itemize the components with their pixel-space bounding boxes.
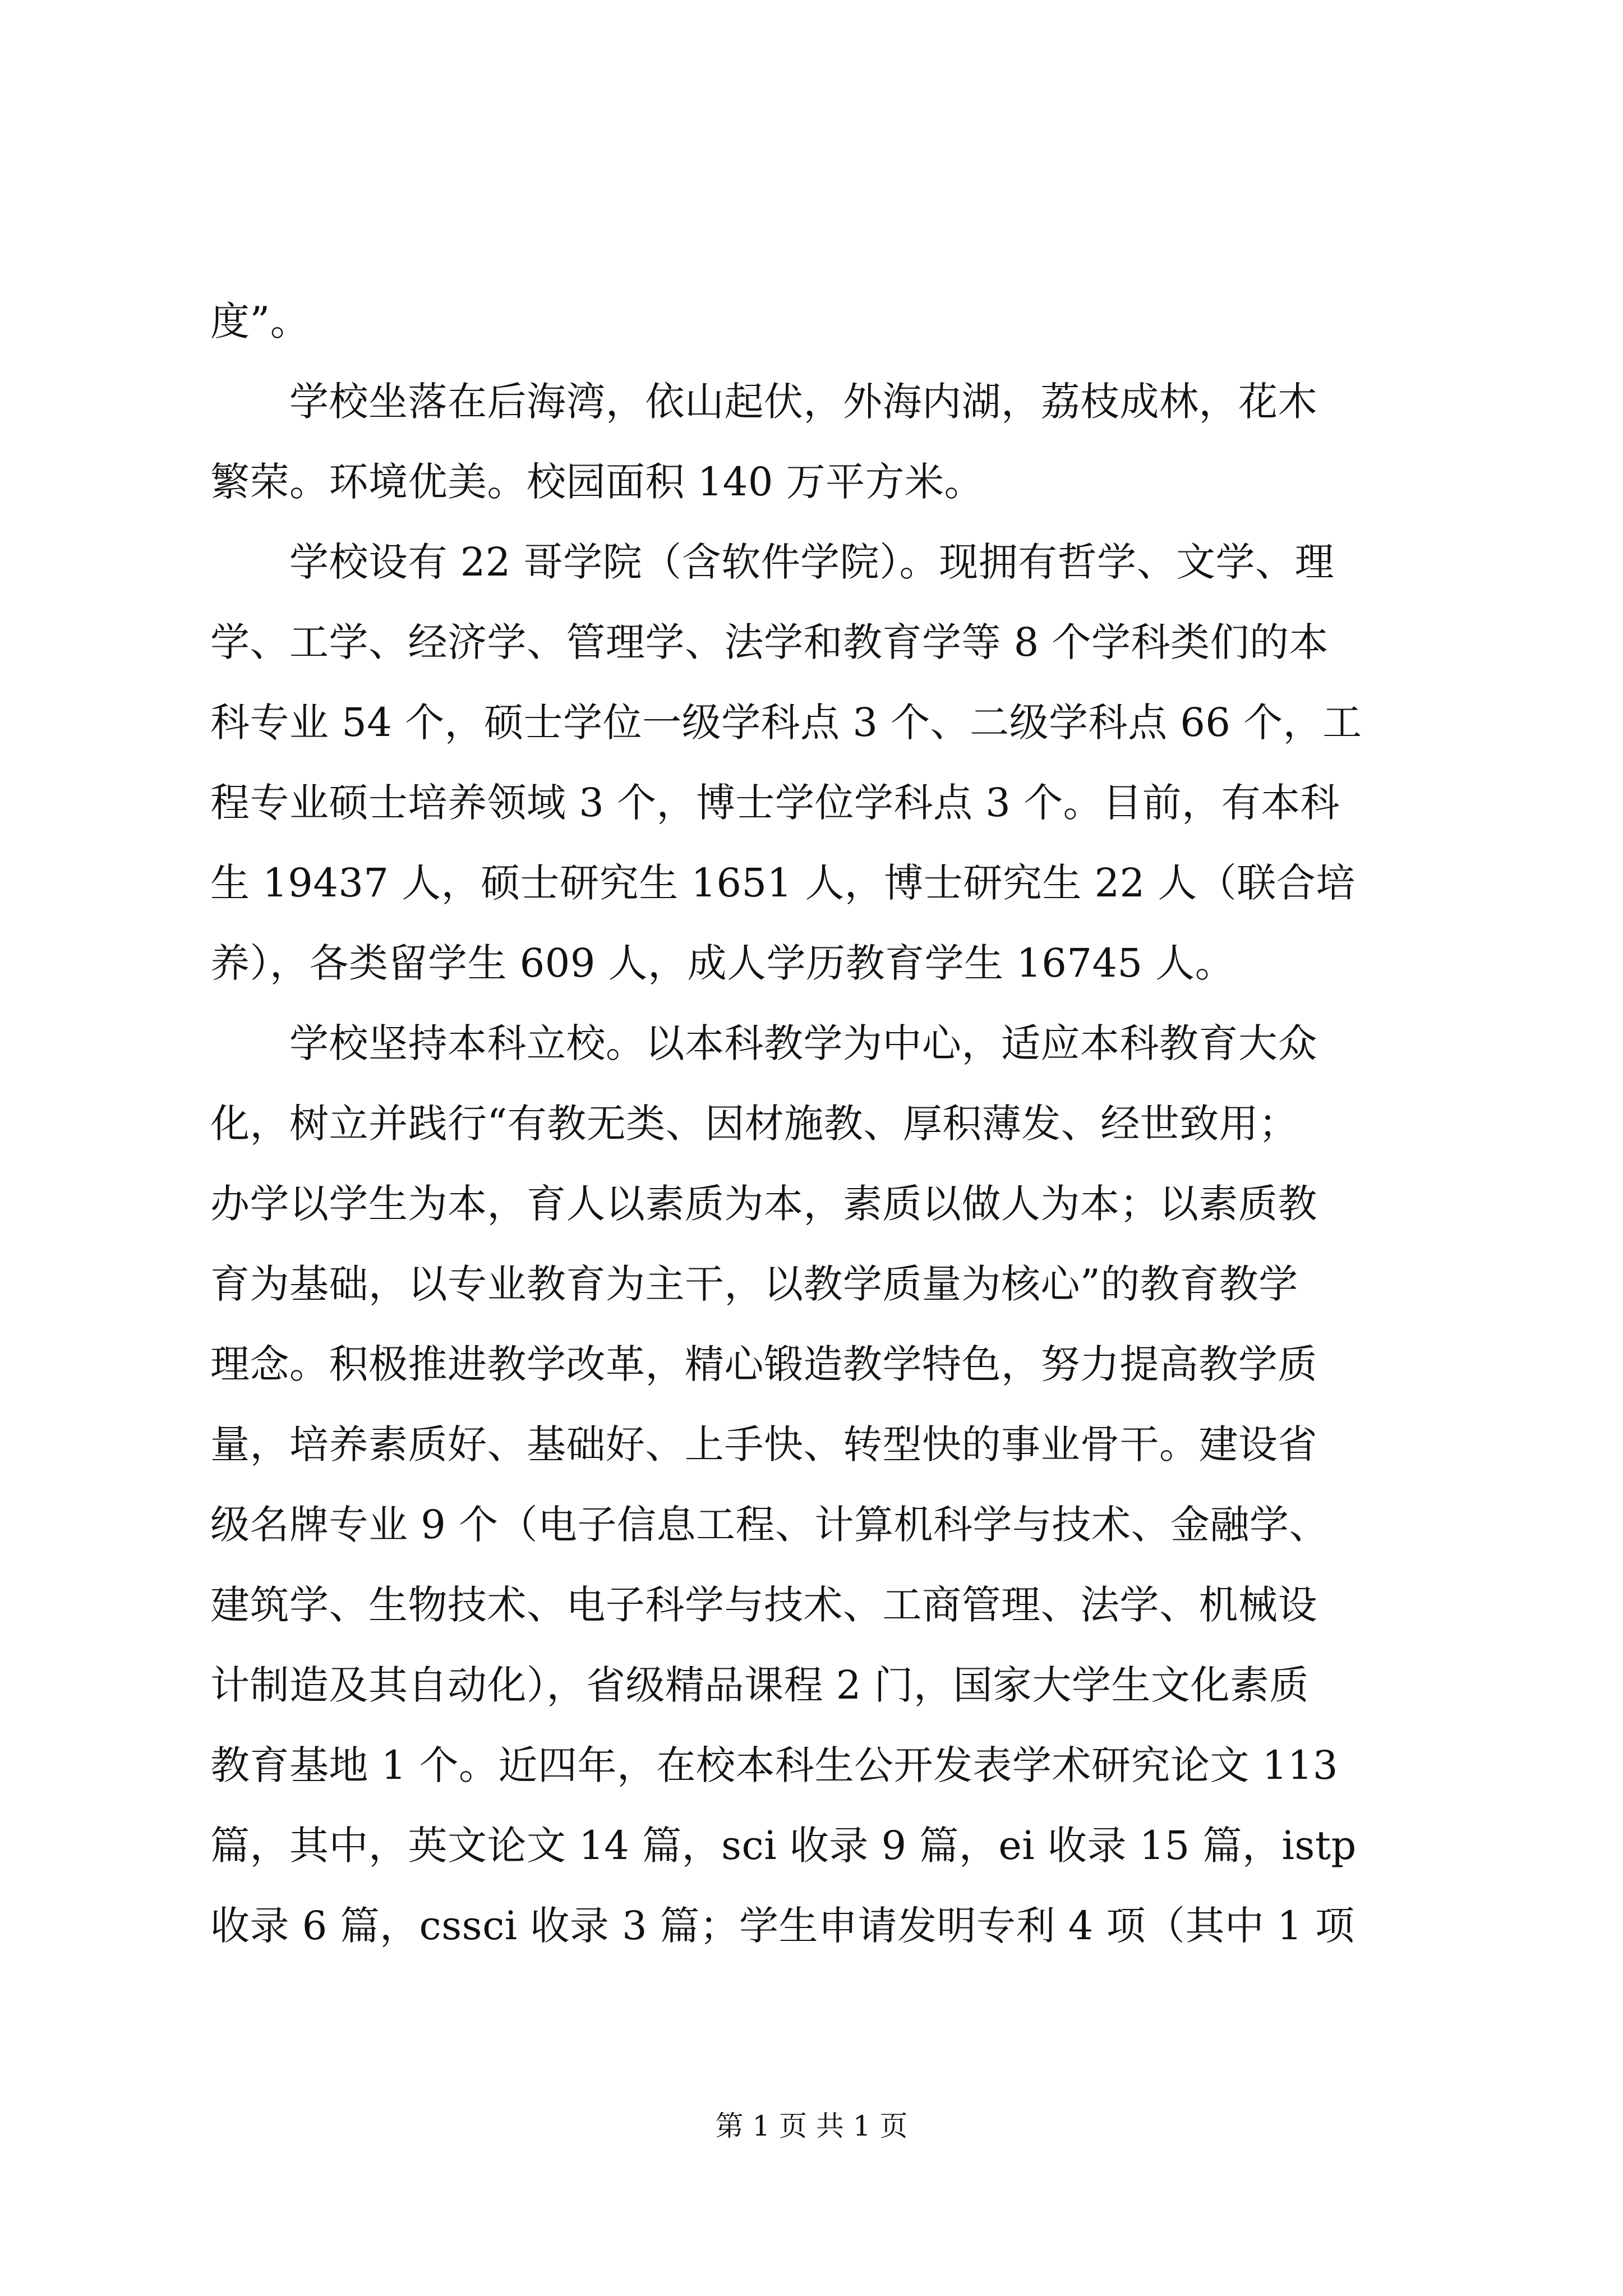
text-line: 教育基地 1 个。近四年，在校本科生公开发表学术研究论文 113 bbox=[210, 1742, 1338, 1788]
text-line: 学校坚持本科立校。以本科教学为中心，适应本科教育大众 bbox=[210, 1020, 1317, 1066]
text-line: 计制造及其自动化），省级精品课程 2 门，国家大学生文化素质 bbox=[210, 1662, 1310, 1708]
text-line: 程专业硕士培养领域 3 个，博士学位学科点 3 个。目前，有本科 bbox=[210, 780, 1340, 826]
text-line: 度”。 bbox=[210, 298, 310, 344]
text-line: 生 19437 人，硕士研究生 1651 人，博士研究生 22 人（联合培 bbox=[210, 860, 1355, 906]
text-line: 科专业 54 个，硕士学位一级学科点 3 个、二级学科点 66 个，工 bbox=[210, 700, 1362, 746]
text-line: 育为基础，以专业教育为主干，以教学质量为核心”的教育教学 bbox=[210, 1261, 1298, 1307]
text-line: 繁荣。环境优美。校园面积 140 万平方米。 bbox=[210, 459, 984, 505]
page-footer bbox=[0, 2106, 1623, 2146]
text-line: 办学以学生为本，育人以素质为本，素质以做人为本；以素质教 bbox=[210, 1181, 1317, 1227]
text-line: 养），各类留学生 609 人，成人学历教育学生 16745 人。 bbox=[210, 940, 1235, 986]
body-text bbox=[210, 282, 1422, 1966]
text-line: 级名牌专业 9 个（电子信息工程、计算机科学与技术、金融学、 bbox=[210, 1502, 1329, 1548]
page-number-label: 第 1 页 共 1 页 bbox=[715, 2110, 908, 2142]
text-line: 量，培养素质好、基础好、上手快、转型快的事业骨干。建设省 bbox=[210, 1421, 1317, 1467]
text-line: 学、工学、经济学、管理学、法学和教育学等 8 个学科类们的本 bbox=[210, 619, 1329, 665]
text-line: 篇，其中，英文论文 14 篇，sci 收录 9 篇，ei 收录 15 篇，istp bbox=[210, 1823, 1357, 1869]
text-line: 化，树立并践行“有教无类、因材施教、厚积薄发、经世致用； bbox=[210, 1101, 1298, 1147]
text-line: 理念。积极推进教学改革，精心锻造教学特色，努力提高教学质 bbox=[210, 1341, 1317, 1387]
text-line: 建筑学、生物技术、电子科学与技术、工商管理、法学、机械设 bbox=[210, 1582, 1317, 1628]
text-line: 学校坐落在后海湾，依山起伏，外海内湖，荔枝成林，花木 bbox=[210, 379, 1317, 425]
text-line: 学校设有 22 哥学院（含软件学院）。现拥有哲学、文学、理 bbox=[210, 539, 1335, 585]
text-line: 收录 6 篇，cssci 收录 3 篇；学生申请发明专利 4 项（其中 1 项 bbox=[210, 1903, 1355, 1949]
